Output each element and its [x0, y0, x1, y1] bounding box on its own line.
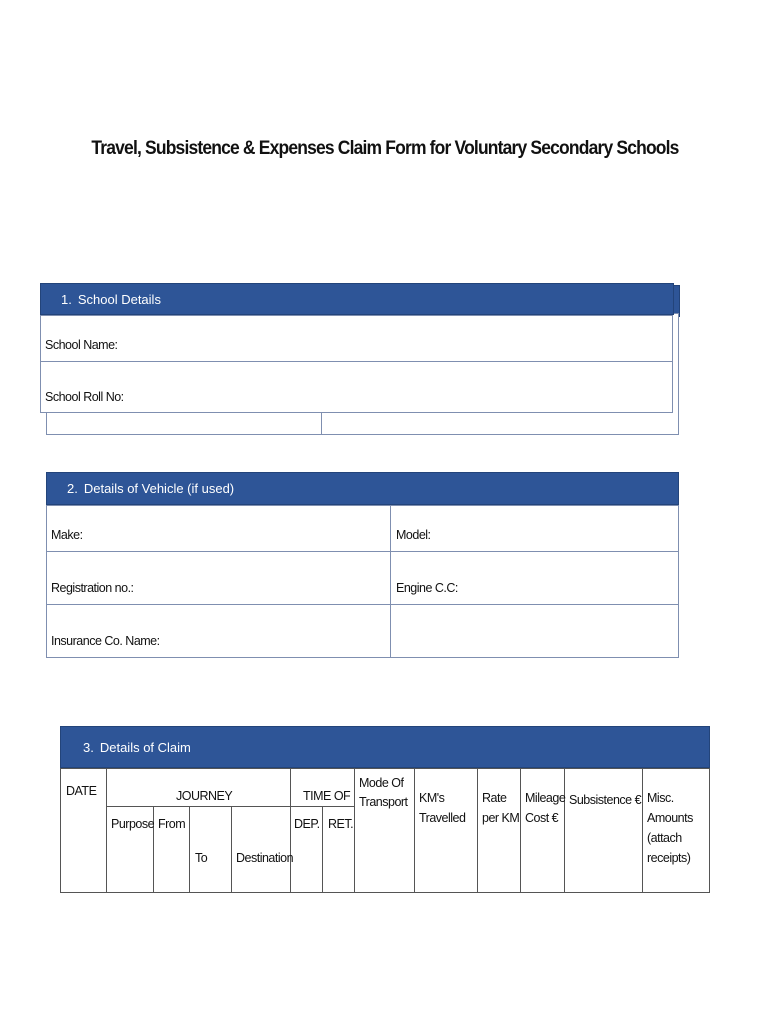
col-misc-3: (attach: [647, 831, 682, 845]
school-roll-no-label: School Roll No:: [45, 390, 124, 404]
col-mileage-2: Cost €: [525, 811, 559, 825]
model-label: Model:: [396, 528, 431, 542]
engine-cc-field[interactable]: [460, 573, 670, 599]
col-journey: JOURNEY: [176, 789, 233, 803]
col-dep: DEP.: [294, 817, 320, 831]
school-name-field[interactable]: [160, 330, 660, 354]
col-misc-4: receipts): [647, 851, 691, 865]
section2-number: 2.: [67, 481, 78, 496]
section2-col-divider: [390, 505, 391, 658]
col-from: From: [158, 817, 186, 831]
claim-col-line: [354, 768, 355, 893]
make-label: Make:: [51, 528, 83, 542]
claim-col-line: [189, 806, 190, 893]
col-destination: Destination: [236, 851, 294, 865]
form-title: Travel, Subsistence & Expenses Claim Form for Voluntary Secondary Schools: [91, 138, 679, 159]
claim-col-line: [231, 806, 232, 893]
make-field[interactable]: [100, 520, 380, 546]
section2-row-divider-2: [46, 604, 679, 605]
insurance-label: Insurance Co. Name:: [51, 634, 160, 648]
claim-col-line: [290, 768, 291, 893]
claim-col-line: [322, 806, 323, 893]
col-ret: RET.: [328, 817, 354, 831]
col-mode-2: Transport: [359, 795, 408, 809]
registration-label: Registration no.:: [51, 581, 134, 595]
col-time-of: TIME OF: [303, 789, 351, 803]
school-roll-no-field[interactable]: [160, 382, 660, 406]
col-mileage-1: Mileage: [525, 791, 566, 805]
section1-heading: School Details: [77, 291, 161, 307]
engine-cc-label: Engine C.C:: [396, 581, 458, 595]
col-rate-1: Rate: [482, 791, 507, 805]
col-rate-2: per KM: [482, 811, 520, 825]
section2-heading: Details of Vehicle (if used): [83, 481, 235, 496]
col-misc-2: Amounts: [647, 811, 693, 825]
col-kms-2: Travelled: [419, 811, 466, 825]
section1-row-divider: [40, 361, 673, 362]
insurance-field[interactable]: [160, 626, 380, 652]
col-mode-1: Mode Of: [359, 776, 404, 790]
section1-number: 1.: [61, 291, 72, 307]
claim-col-line: [477, 768, 478, 893]
col-date: DATE: [66, 784, 97, 798]
section3-header: [60, 726, 710, 768]
claim-subheader-line: [106, 806, 354, 807]
claim-col-line: [564, 768, 565, 893]
section2-row-divider-1: [46, 551, 679, 552]
col-to: To: [195, 851, 208, 865]
section3-heading: Details of Claim: [99, 739, 191, 755]
claim-col-line: [414, 768, 415, 893]
section3-number: 3.: [83, 739, 94, 755]
claim-col-line: [520, 768, 521, 893]
col-purpose: Purpose: [111, 817, 155, 831]
col-misc-1: Misc.: [647, 791, 674, 805]
section1-shadow-divider: [321, 413, 322, 435]
section2-header: [46, 472, 679, 505]
col-subsistence: Subsistence €: [569, 793, 642, 807]
section1-header: [40, 283, 674, 315]
registration-field[interactable]: [140, 573, 380, 599]
claim-col-line: [642, 768, 643, 893]
col-kms-1: KM's: [419, 791, 445, 805]
claim-col-line: [106, 768, 107, 893]
school-name-label: School Name:: [45, 338, 118, 352]
model-field[interactable]: [440, 520, 670, 546]
